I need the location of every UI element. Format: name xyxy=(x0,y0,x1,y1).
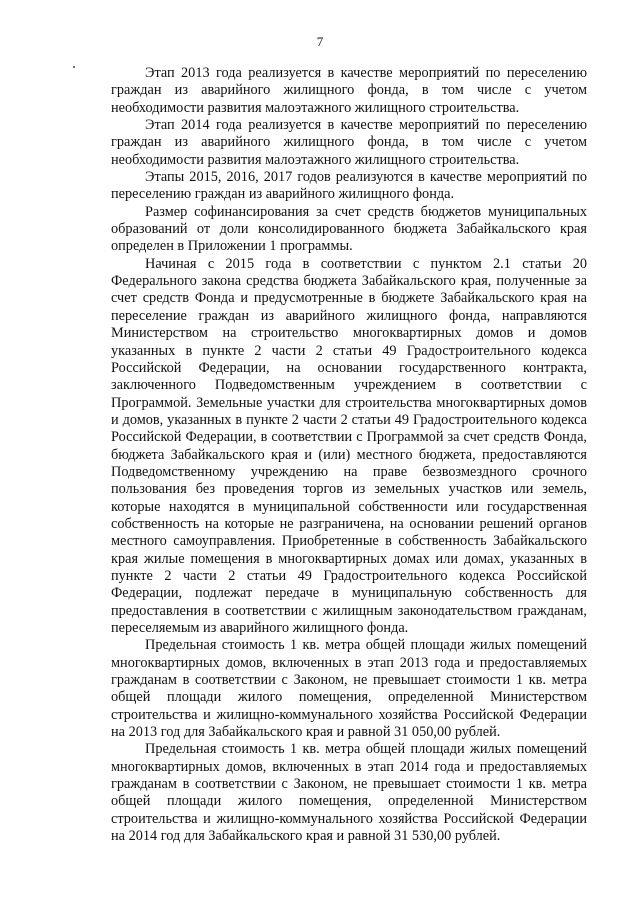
paragraph-stages-2015-2017: Этапы 2015, 2016, 2017 годов реализуются в качестве мероприятий по переселению граждан из аварийного жилищного фонда. xyxy=(111,169,587,203)
paragraph-cost-2014: Предельная стоимость 1 кв. метра общей площади жилых помещений многоквартирных домов, включенных в этап 2014 года и предоставляемых гражданам в соответствии с Законом, не превышает стоимости 1 кв. метра общей площади жилого помещения, определенной Министерством строительства и жилищно-коммунального хозяйства Российской Федерации на 2014 год для Забайкальского края и равной 31 530,00 рублей. xyxy=(111,741,587,845)
paragraph-from-2015: Начиная с 2015 года в соответствии с пунктом 2.1 статьи 20 Федерального закона средства бюджета Забайкальского края, полученные за счет средств Фонда и предусмотренные в бюджете Забайкальского края на переселение граждан из аварийного жилищного фонда, направляются Министерством на строительство многоквартирных домов и домов указанных в пункте 2 части 2 статьи 49 Градостроительного кодекса Российской Федерации, на основании государственного контракта, заключенного Подведомственным учреждением в соответствии с Программой. Земельные участки для строительства многоквартирных домов и домов, указанных в пункте 2 части 2 статьи 49 Градостроительного кодекса Российской Федерации, в соответствии с Программой за счет средств Фонда, бюджета Забайкальского края и (или) местного бюджета, предоставляются Подведомственному учреждению на праве безвозмездного срочного пользования без проведения торгов из земельных участков или земель, которые находятся в муниципальной собственности или государственная собственность на которые не разграничена, на основании решений органов местного самоуправления. Приобретенные в собственность Забайкальского края жилые помещения в многоквартирных домах или домах, указанных в пункте 2 части 2 статьи 49 Градостроительного кодекса Российской Федерации, подлежат передаче в муниципальную собственность для предоставления в соответствии с жилищным законодательством гражданам, переселяемым из аварийного жилищного фонда. xyxy=(111,255,587,636)
paragraph-stage-2013: Этап 2013 года реализуется в качестве мероприятий по переселению граждан из аварийного жилищного фонда, в том числе с учетом необходимости развития малоэтажного жилищного строительства. xyxy=(111,65,587,116)
paragraph-stage-2014: Этап 2014 года реализуется в качестве мероприятий по переселению граждан из аварийного жилищного фонда, в том числе с учетом необходимости развития малоэтажного жилищного строительства. xyxy=(111,117,587,168)
page-number: 7 xyxy=(316,34,324,49)
scan-speck xyxy=(73,66,75,68)
paragraph-cost-2013: Предельная стоимость 1 кв. метра общей площади жилых помещений многоквартирных домов, включенных в этап 2013 года и предоставляемых гражданам в соответствии с Законом, не превышает стоимости 1 кв. метра общей площади жилого помещения, определенной Министерством строительства и жилищно-коммунального хозяйства Российской Федерации на 2013 год для Забайкальского края и равной 31 050,00 рублей. xyxy=(111,637,587,741)
body-text xyxy=(111,65,587,845)
paragraph-cofinancing: Размер софинансирования за счет средств бюджетов муниципальных образований от доли консолидированного бюджета Забайкальского края определен в Приложении 1 программы. xyxy=(111,203,587,255)
